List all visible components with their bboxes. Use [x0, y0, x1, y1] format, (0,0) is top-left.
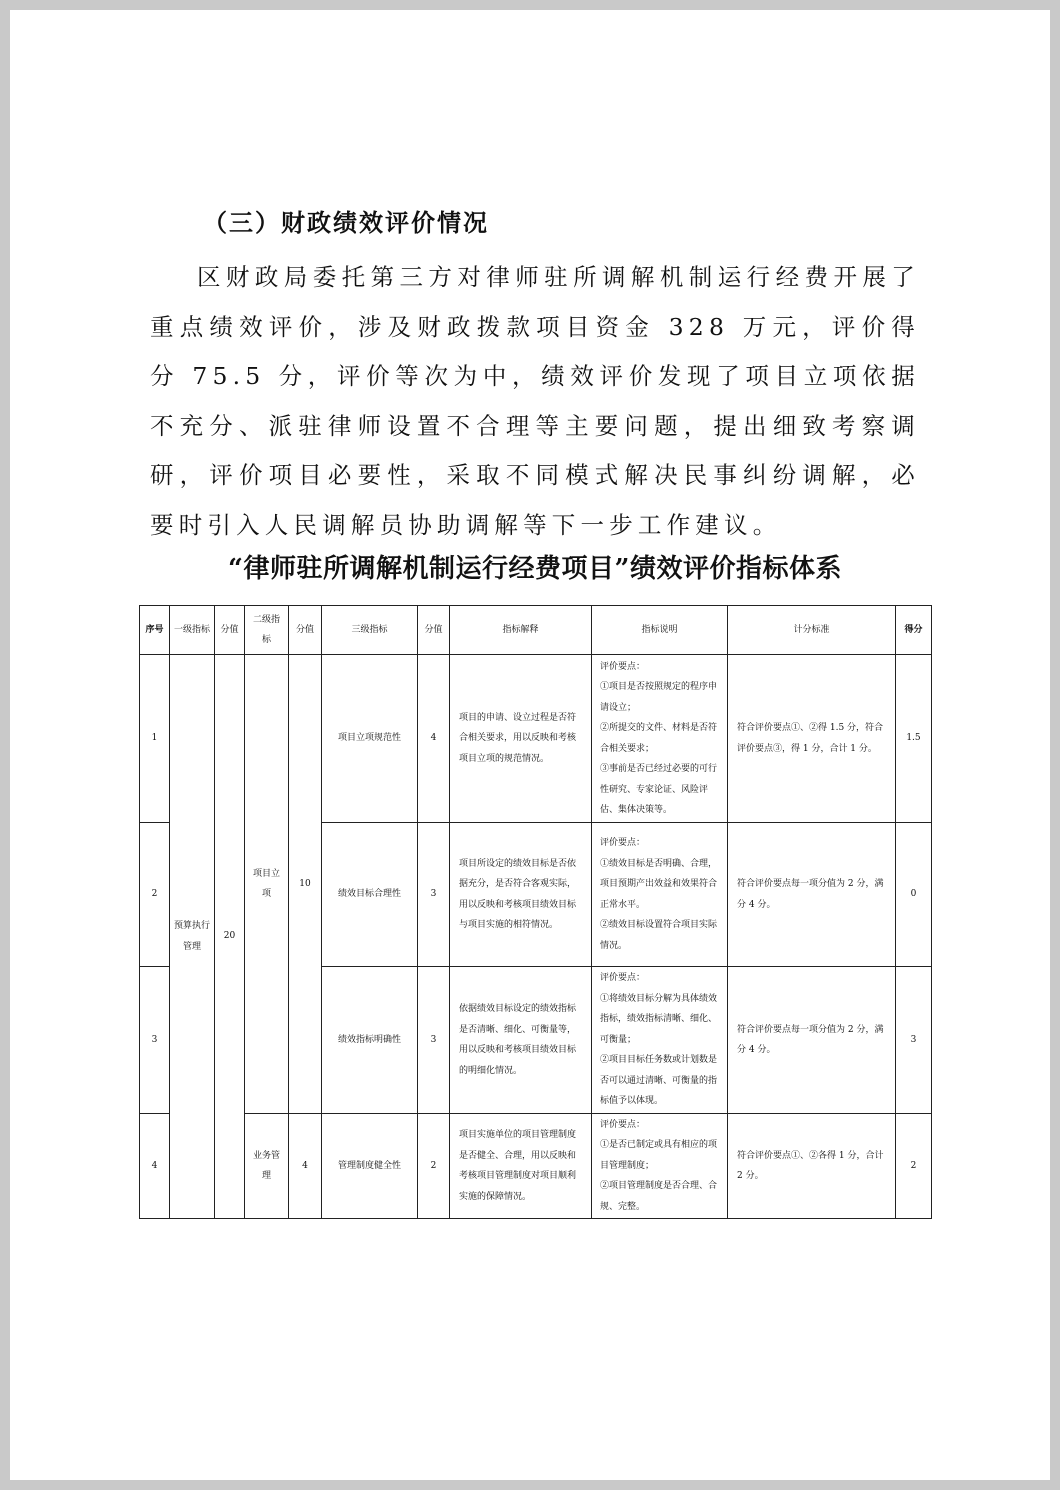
- level2-name: 项目立项: [245, 655, 289, 1114]
- row-description: [592, 1114, 728, 1219]
- row-standard: 符合评价要点①、②各得 1 分，合计 2 分。: [728, 1114, 896, 1219]
- row-description: [592, 655, 728, 823]
- section-heading: （三）财政绩效评价情况: [203, 209, 489, 237]
- indicator-table: [139, 605, 932, 1219]
- header-level3: 三级指标: [322, 606, 418, 655]
- row-seq: 3: [140, 967, 170, 1114]
- table-row: [140, 1114, 932, 1219]
- header-description: 指标说明: [592, 606, 728, 655]
- row-score: 3: [418, 967, 450, 1114]
- header-standard: 计分标准: [728, 606, 896, 655]
- description-line: ③事前是否已经过必要的可行性研究、专家论证、风险评估、集体决策等。: [600, 764, 718, 815]
- row-seq: 1: [140, 655, 170, 823]
- description-line: ②项目管理制度是否合理、合规、完整。: [600, 1181, 718, 1212]
- header-seq: 序号: [140, 606, 170, 655]
- body-paragraph: 区财政局委托第三方对律师驻所调解机制运行经费开展了重点绩效评价，涉及财政拨款项目资金 328 万元，评价得分 75.5 分，评价等次为中，绩效评价发现了项目立项依据不充分、派驻律师设置不合理等主要问题，提出细致考察调研，评价项目必要性，采取不同模式解决民事纠纷调解，必要时引入人民调解员协助调解等下一步工作建议。: [150, 263, 920, 539]
- row-score: 4: [418, 655, 450, 823]
- row-indicator: 项目立项规范性: [322, 655, 418, 823]
- description-line: ②项目目标任务数或计划数是否可以通过清晰、可衡量的指标值予以体现。: [600, 1055, 718, 1107]
- level1-score: 20: [215, 655, 245, 1219]
- row-description: [592, 823, 728, 967]
- table-header-row: [140, 606, 932, 655]
- description-line: ①将绩效目标分解为具体绩效指标，绩效指标清晰、细化、可衡量；: [600, 993, 718, 1045]
- level2-name: 业务管理: [245, 1114, 289, 1219]
- row-description: [592, 967, 728, 1114]
- description-line: ②绩效目标设置符合项目实际情况。: [600, 920, 718, 951]
- row-standard: 符合评价要点每一项分值为 2 分，满分 4 分。: [728, 967, 896, 1114]
- header-level1: 一级指标: [170, 606, 215, 655]
- header-score1: 分值: [215, 606, 245, 655]
- row-score: 2: [418, 1114, 450, 1219]
- row-result: 3: [896, 967, 932, 1114]
- row-standard: 符合评价要点①、②得 1.5 分，符合评价要点③，得 1 分，合计 1 分。: [728, 655, 896, 823]
- level2-score: 10: [289, 655, 322, 1114]
- row-result: 1.5: [896, 655, 932, 823]
- description-line: 评价要点：: [600, 973, 646, 984]
- description-line: ①是否已制定或具有相应的项目管理制度；: [600, 1140, 718, 1171]
- description-line: 评价要点：: [600, 1119, 646, 1130]
- row-result: 0: [896, 823, 932, 967]
- row-indicator: 绩效指标明确性: [322, 967, 418, 1114]
- description-line: 评价要点：: [600, 838, 646, 848]
- header-score2: 分值: [289, 606, 322, 655]
- table-title: “律师驻所调解机制运行经费项目”绩效评价指标体系: [228, 554, 842, 584]
- level2-score: 4: [289, 1114, 322, 1219]
- description-line: ①绩效目标是否明确、合理，项目预期产出效益和效果符合正常水平。: [600, 858, 718, 910]
- row-result: 2: [896, 1114, 932, 1219]
- header-result: 得分: [896, 606, 932, 655]
- header-score3: 分值: [418, 606, 450, 655]
- row-score: 3: [418, 823, 450, 967]
- row-explanation: 项目的申请、设立过程是否符合相关要求，用以反映和考核项目立项的规范情况。: [450, 655, 592, 823]
- description-line: ②所提交的文件、材料是否符合相关要求；: [600, 723, 718, 754]
- row-indicator: 管理制度健全性: [322, 1114, 418, 1219]
- row-explanation: 依据绩效目标设定的绩效指标是否清晰、细化、可衡量等，用以反映和考核项目绩效目标的明细化情况。: [450, 967, 592, 1114]
- header-level2: 二级指标: [245, 606, 289, 655]
- row-explanation: 项目所设定的绩效目标是否依据充分，是否符合客观实际，用以反映和考核项目绩效目标与项目实施的相符情况。: [450, 823, 592, 967]
- row-seq: 4: [140, 1114, 170, 1219]
- table-row: [140, 655, 932, 823]
- description-line: 评价要点：: [600, 661, 646, 672]
- description-line: ①项目是否按照规定的程序申请设立；: [600, 682, 718, 713]
- row-explanation: 项目实施单位的项目管理制度是否健全、合理，用以反映和考核项目管理制度对项目顺利实施的保障情况。: [450, 1114, 592, 1219]
- row-seq: 2: [140, 823, 170, 967]
- row-standard: 符合评价要点每一项分值为 2 分，满分 4 分。: [728, 823, 896, 967]
- header-explanation: 指标解释: [450, 606, 592, 655]
- row-indicator: 绩效目标合理性: [322, 823, 418, 967]
- level1-name: 预算执行管理: [170, 655, 215, 1219]
